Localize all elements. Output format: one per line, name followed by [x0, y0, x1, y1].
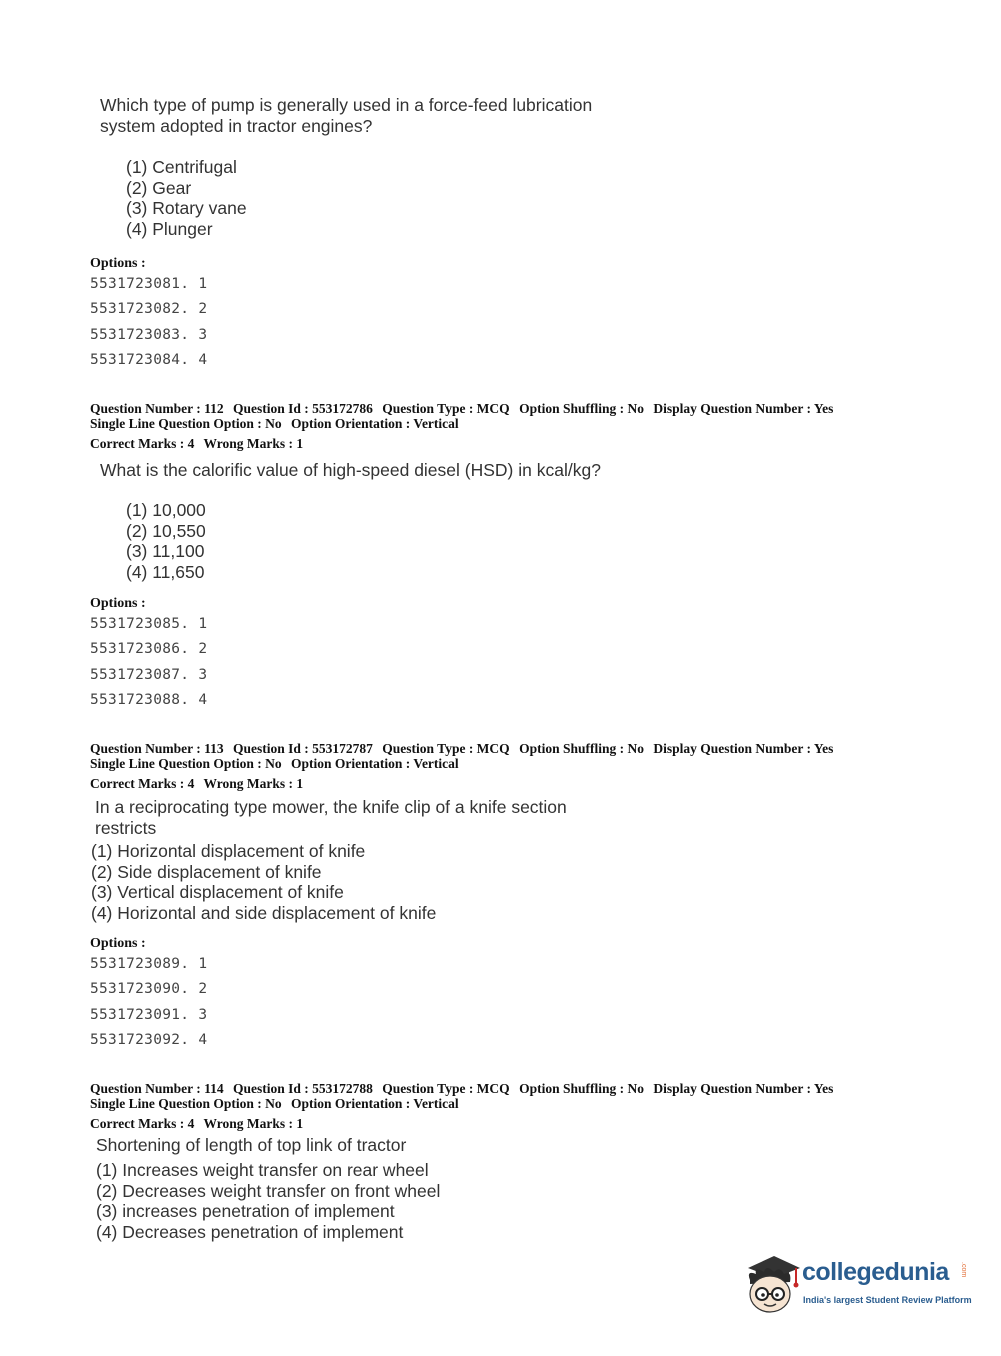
option-id: 5531723092. 4: [90, 1031, 208, 1048]
option-id: 5531723081. 1: [90, 276, 208, 292]
option-id: 5531723089. 1: [90, 956, 208, 972]
choice-item: (1) Increases weight transfer on rear wheel: [96, 1160, 429, 1180]
option-id: 5531723088. 4: [90, 691, 208, 708]
options-list: [90, 952, 207, 1053]
logo-wordmark: collegedunia: [802, 1258, 949, 1286]
choice-item: (4) 11,650: [126, 561, 205, 582]
meta-line-1: Question Number : 113 Question Id : 553172787 Question Type : MCQ Option Shuffling : No Display Question Number : Yes: [90, 741, 834, 756]
choice-item: (4) Plunger: [126, 218, 213, 239]
option-id: 5531723082. 2: [90, 301, 208, 318]
meta-line-2: Single Line Question Option : No Option Orientation : Vertical: [90, 1096, 459, 1111]
meta-line-1: Question Number : 114 Question Id : 553172788 Question Type : MCQ Option Shuffling : No Display Question Number : Yes: [90, 1081, 834, 1096]
logo-tagline: India's largest Student Review Platform: [803, 1295, 972, 1305]
choice-item: (3) 11,100: [126, 541, 205, 561]
question-text: Which type of pump is generally used in a force-feed lubrication system adopted in tractor engines?: [100, 95, 593, 136]
meta-line-3: Correct Marks : 4 Wrong Marks : 1: [90, 436, 304, 451]
meta-line-1: Question Number : 112 Question Id : 553172786 Question Type : MCQ Option Shuffling : No Display Question Number : Yes: [90, 401, 834, 416]
option-id: 5531723087. 3: [90, 666, 208, 683]
question-meta: [90, 741, 839, 791]
logo-suffix: .com: [960, 1262, 967, 1278]
options-list: [90, 272, 207, 373]
choice-item: (2) 10,550: [126, 520, 206, 541]
choice-item: (2) Gear: [126, 177, 192, 198]
question-text: In a reciprocating type mower, the knife clip of a knife section restricts: [95, 797, 567, 838]
answer-choices: [126, 500, 206, 582]
mascot-icon: [740, 1250, 802, 1320]
option-id: 5531723085. 1: [90, 616, 208, 632]
choice-item: (4) Horizontal and side displacement of knife: [91, 902, 437, 923]
question-text: Shortening of length of top link of tractor: [96, 1135, 407, 1155]
choice-item: (3) Rotary vane: [126, 198, 247, 218]
meta-line-2: Single Line Question Option : No Option Orientation : Vertical: [90, 416, 459, 431]
meta-line-3: Correct Marks : 4 Wrong Marks : 1: [90, 1116, 304, 1131]
options-list: [90, 612, 207, 713]
option-id: 5531723083. 3: [90, 326, 208, 343]
question-meta: [90, 1081, 839, 1131]
options-label: Options :: [90, 936, 146, 951]
question-text: What is the calorific value of high-speed diesel (HSD) in kcal/kg?: [100, 460, 601, 480]
choice-item: (1) Centrifugal: [126, 157, 237, 177]
options-label: Options :: [90, 256, 146, 271]
answer-choices: [126, 157, 247, 239]
answer-choices: [91, 841, 436, 923]
option-id: 5531723084. 4: [90, 351, 208, 368]
answer-choices: [96, 1160, 440, 1242]
meta-line-3: Correct Marks : 4 Wrong Marks : 1: [90, 776, 304, 791]
choice-item: (1) 10,000: [126, 500, 206, 520]
option-id: 5531723086. 2: [90, 641, 208, 658]
choice-item: (1) Horizontal displacement of knife: [91, 841, 366, 861]
question-meta: [90, 401, 839, 451]
option-id: 5531723091. 3: [90, 1006, 208, 1023]
choice-item: (3) increases penetration of implement: [96, 1201, 395, 1221]
choice-item: (4) Decreases penetration of implement: [96, 1221, 404, 1242]
collegedunia-logo[interactable]: [740, 1250, 970, 1320]
options-label: Options :: [90, 596, 146, 611]
choice-item: (2) Decreases weight transfer on front wheel: [96, 1180, 441, 1201]
option-id: 5531723090. 2: [90, 981, 208, 998]
choice-item: (2) Side displacement of knife: [91, 861, 322, 882]
choice-item: (3) Vertical displacement of knife: [91, 882, 344, 902]
meta-line-2: Single Line Question Option : No Option Orientation : Vertical: [90, 756, 459, 771]
